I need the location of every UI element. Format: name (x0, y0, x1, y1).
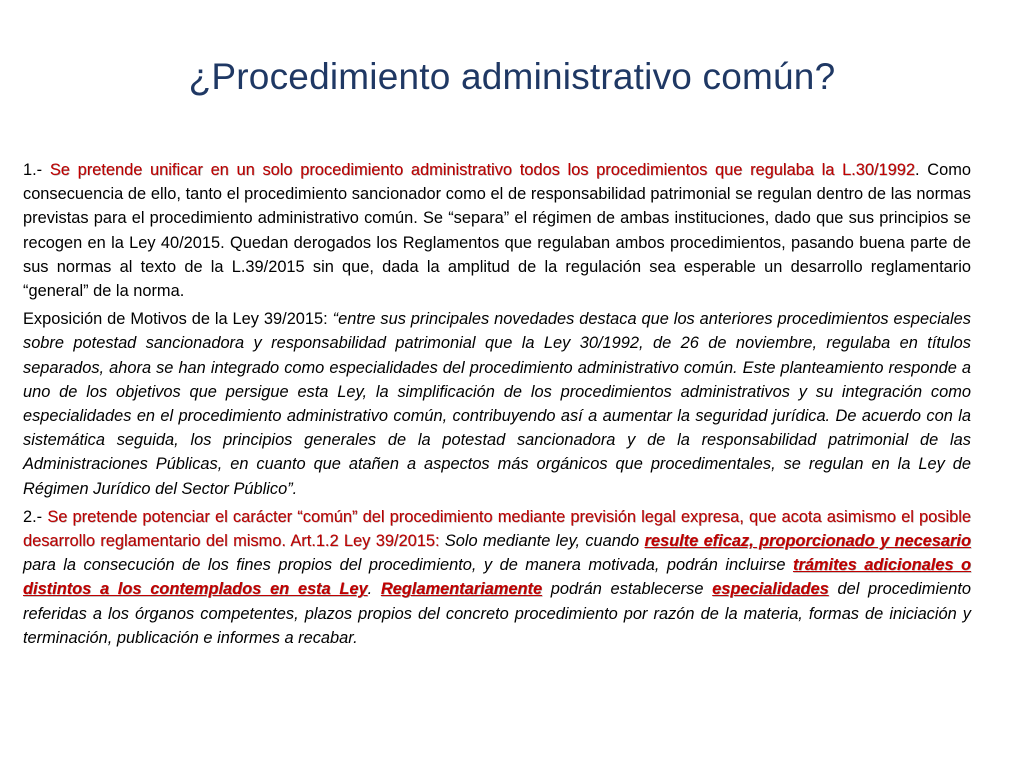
paragraph-2 (23, 307, 971, 501)
paragraph-1-highlight: Se pretende unificar en un solo procedimiento administrativo todos los procedimientos que regulaba la L.30/1992 (49, 161, 915, 179)
paragraph-3-number: 2.- (23, 507, 48, 526)
slide-body (23, 158, 971, 654)
slide-title: ¿Procedimiento administrativo común? (188, 56, 836, 97)
paragraph-3-highlight: Se pretende potenciar el carácter “común” del procedimiento mediante previsión legal expresa, que acota asimismo el posible desarrollo reglamentario del mismo. Art.1.2 Ley 39/2015: (23, 507, 971, 551)
paragraph-2-quote: “entre sus principales novedades destaca que los anteriores procedimientos especiales sobre potestad sancionadora y responsabilidad patrimonial que la Ley 30/1992, de 26 de noviembre, regulaba en títulos separados, ahora se han integrado como especialidades del procedimiento administrativo común. Este planteamiento responde a uno de los objetivos que persigue esta Ley, la simplificación de los procedimientos administrativos y su integración como especialidades en el procedimiento administrativo común, contribuyendo así a aumentar la seguridad jurídica. De acuerdo con la sistemática seguida, los principios generales de la potestad sancionadora y de la responsabilidad patrimonial de las Administraciones Públicas, en cuanto que atañen a aspectos más orgánicos que procedimentales, se regulan en la Ley de Régimen Jurídico del Sector Público”. (23, 310, 971, 498)
paragraph-3-text-2: para la consecución de los fines propios del procedimiento, y de manera motivada, podrán incluirse (23, 556, 793, 575)
paragraph-3-emphasis-4: especialidades (712, 580, 829, 599)
paragraph-3-text-3: . (367, 580, 381, 599)
paragraph-3-text-1: Solo mediante ley, cuando (439, 532, 645, 551)
paragraph-2-lead: Exposición de Motivos de la Ley 39/2015: (23, 310, 333, 329)
paragraph-3-emphasis-3: Reglamentariamente (380, 580, 543, 599)
paragraph-3-emphasis-1: resulte eficaz, proporcionado y necesario (644, 532, 971, 551)
paragraph-1 (23, 158, 971, 303)
paragraph-3-text-5: del procedimiento referidas a los órganos competentes, plazos propios del concreto procedimiento por razón de la materia, formas de iniciación y terminación, publicación e informes a recabar. (23, 580, 972, 647)
paragraph-3-emphasis-2: trámites adicionales o distintos a los contemplados en esta Ley (23, 556, 971, 599)
paragraph-1-dot: . (915, 161, 920, 179)
paragraph-3 (23, 505, 971, 650)
paragraph-1-text: Como consecuencia de ello, tanto el procedimiento sancionador como el de responsabilidad patrimonial se regulan dentro de las normas previstas para el procedimiento administrativo común. Se “separa” el régimen de ambas instituciones, dado que sus principios se recogen en la Ley 40/2015. Quedan derogados los Reglamentos que regulaban ambos procedimientos, pasando buena parte de sus normas al texto de la L.39/2015 sin que, dada la amplitud de la regulación sea esperable un desarrollo reglamentario “general” de la norma. (23, 161, 971, 301)
paragraph-3-text-4: podrán establecerse (542, 580, 713, 599)
paragraph-1-number: 1.- (23, 161, 50, 179)
